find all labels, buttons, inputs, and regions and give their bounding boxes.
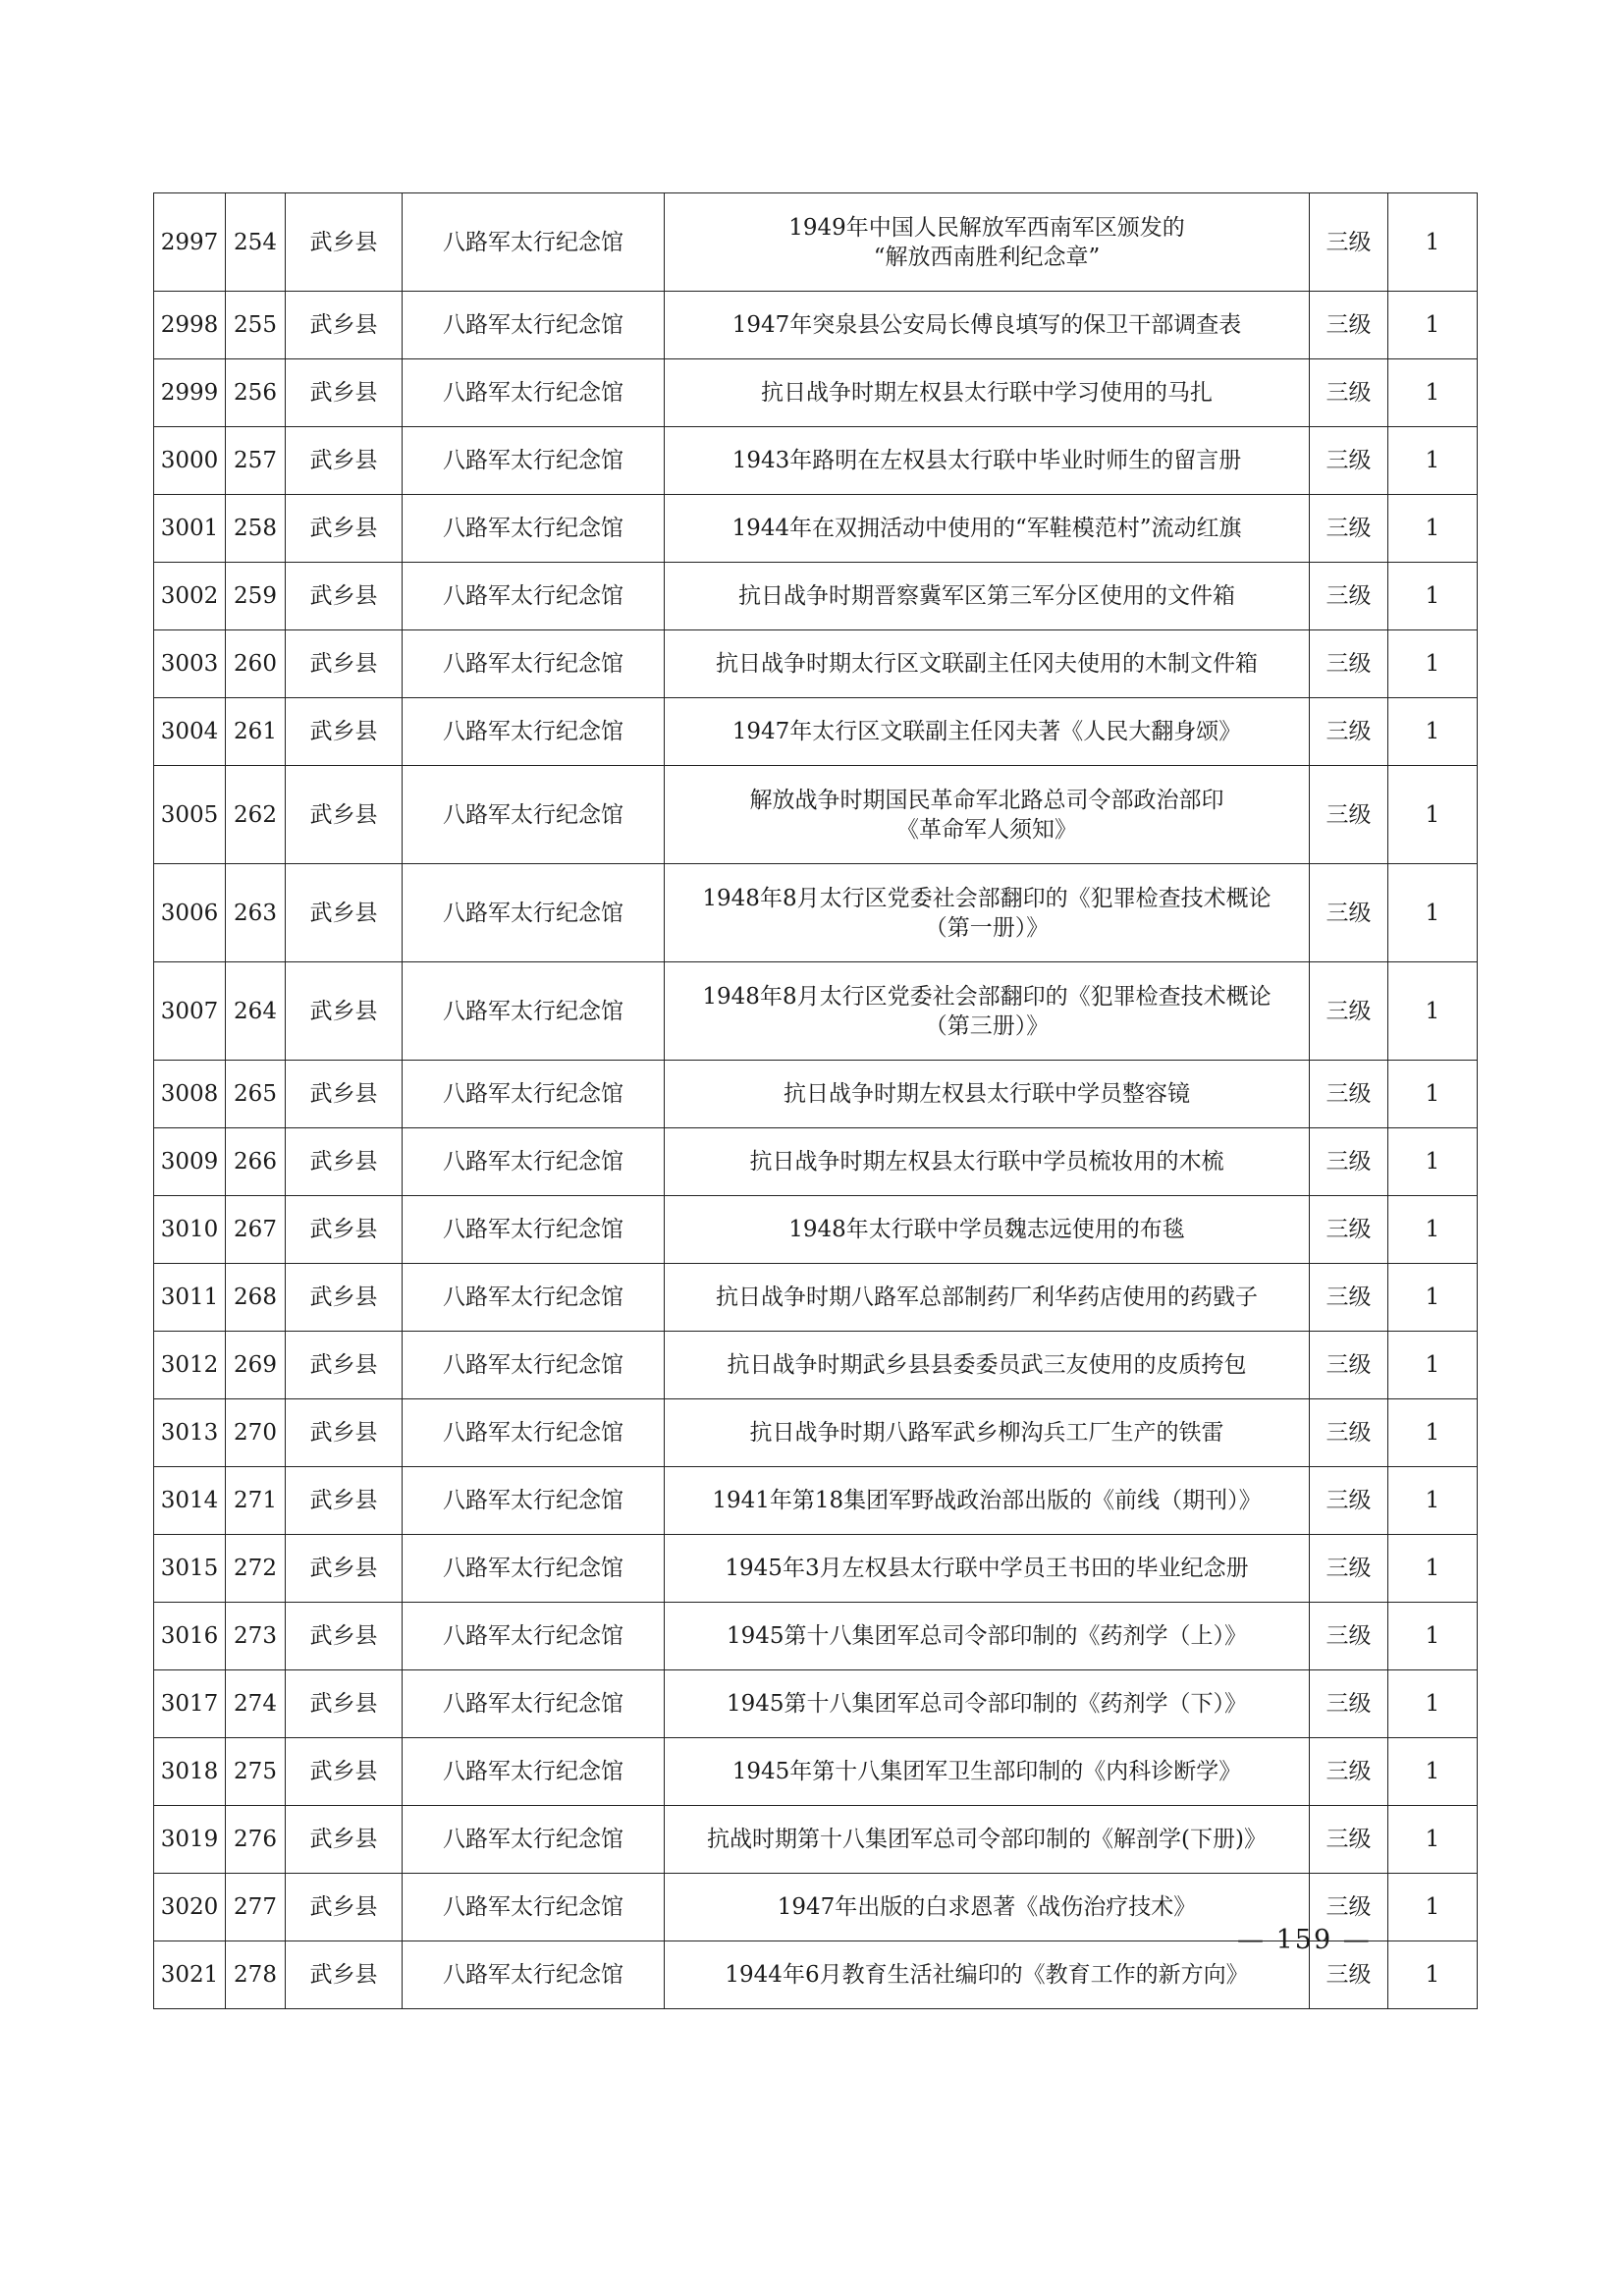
quantity-cell: 1: [1388, 495, 1478, 563]
quantity-cell: 1: [1388, 630, 1478, 698]
grade-cell: 三级: [1310, 1128, 1388, 1196]
serial-number-cell: 3006: [154, 864, 226, 962]
serial-number-cell: 3015: [154, 1535, 226, 1603]
county-cell: 武乡县: [286, 1941, 403, 2009]
sub-number-cell: 260: [226, 630, 286, 698]
sub-number-cell: 275: [226, 1738, 286, 1806]
sub-number-cell: 266: [226, 1128, 286, 1196]
sub-number-cell: 255: [226, 292, 286, 359]
museum-cell: 八路军太行纪念馆: [403, 1941, 665, 2009]
serial-number-cell: 3017: [154, 1670, 226, 1738]
county-cell: 武乡县: [286, 1128, 403, 1196]
county-cell: 武乡县: [286, 766, 403, 864]
serial-number-cell: 3021: [154, 1941, 226, 2009]
grade-cell: 三级: [1310, 495, 1388, 563]
table-row: [154, 359, 1478, 427]
serial-number-cell: 3020: [154, 1874, 226, 1941]
grade-cell: 三级: [1310, 1806, 1388, 1874]
museum-cell: 八路军太行纪念馆: [403, 630, 665, 698]
county-cell: 武乡县: [286, 1535, 403, 1603]
relic-name-cell: 抗日战争时期八路军总部制药厂利华药店使用的药戥子: [665, 1264, 1310, 1332]
serial-number-cell: 3019: [154, 1806, 226, 1874]
grade-cell: 三级: [1310, 1738, 1388, 1806]
museum-cell: 八路军太行纪念馆: [403, 359, 665, 427]
serial-number-cell: 3016: [154, 1603, 226, 1670]
sub-number-cell: 276: [226, 1806, 286, 1874]
relic-name-cell: 抗日战争时期八路军武乡柳沟兵工厂生产的铁雷: [665, 1399, 1310, 1467]
serial-number-cell: 3007: [154, 962, 226, 1061]
county-cell: 武乡县: [286, 1738, 403, 1806]
serial-number-cell: 3008: [154, 1061, 226, 1128]
grade-cell: 三级: [1310, 766, 1388, 864]
sub-number-cell: 271: [226, 1467, 286, 1535]
sub-number-cell: 268: [226, 1264, 286, 1332]
relic-name-cell: 1947年出版的白求恩著《战伤治疗技术》: [665, 1874, 1310, 1941]
table-row: [154, 864, 1478, 962]
relic-name-cell: 1948年8月太行区党委社会部翻印的《犯罪检查技术概论 （第一册）》: [665, 864, 1310, 962]
relic-name-cell: 抗日战争时期太行区文联副主任冈夫使用的木制文件箱: [665, 630, 1310, 698]
grade-cell: 三级: [1310, 1399, 1388, 1467]
county-cell: 武乡县: [286, 1670, 403, 1738]
serial-number-cell: 2998: [154, 292, 226, 359]
relic-name-cell: 抗战时期第十八集团军总司令部印制的《解剖学(下册)》: [665, 1806, 1310, 1874]
relic-name-cell: 1947年突泉县公安局长傅良填写的保卫干部调查表: [665, 292, 1310, 359]
table-row: [154, 630, 1478, 698]
page-number: — 159 —: [1237, 1925, 1372, 1955]
quantity-cell: 1: [1388, 359, 1478, 427]
museum-cell: 八路军太行纪念馆: [403, 1128, 665, 1196]
sub-number-cell: 258: [226, 495, 286, 563]
table-row: [154, 495, 1478, 563]
museum-cell: 八路军太行纪念馆: [403, 563, 665, 630]
sub-number-cell: 259: [226, 563, 286, 630]
county-cell: 武乡县: [286, 1264, 403, 1332]
quantity-cell: 1: [1388, 1332, 1478, 1399]
serial-number-cell: 3005: [154, 766, 226, 864]
sub-number-cell: 254: [226, 193, 286, 292]
county-cell: 武乡县: [286, 630, 403, 698]
sub-number-cell: 270: [226, 1399, 286, 1467]
museum-cell: 八路军太行纪念馆: [403, 1399, 665, 1467]
grade-cell: 三级: [1310, 1061, 1388, 1128]
table-row: [154, 1603, 1478, 1670]
table-row: [154, 766, 1478, 864]
relic-name-cell: 解放战争时期国民革命军北路总司令部政治部印 《革命军人须知》: [665, 766, 1310, 864]
county-cell: 武乡县: [286, 1061, 403, 1128]
museum-cell: 八路军太行纪念馆: [403, 495, 665, 563]
serial-number-cell: 2997: [154, 193, 226, 292]
serial-number-cell: 3014: [154, 1467, 226, 1535]
sub-number-cell: 274: [226, 1670, 286, 1738]
quantity-cell: 1: [1388, 1061, 1478, 1128]
serial-number-cell: 3009: [154, 1128, 226, 1196]
quantity-cell: 1: [1388, 1399, 1478, 1467]
sub-number-cell: 273: [226, 1603, 286, 1670]
sub-number-cell: 265: [226, 1061, 286, 1128]
relic-name-cell: 1943年路明在左权县太行联中毕业时师生的留言册: [665, 427, 1310, 495]
quantity-cell: 1: [1388, 698, 1478, 766]
sub-number-cell: 261: [226, 698, 286, 766]
quantity-cell: 1: [1388, 193, 1478, 292]
relics-table: [153, 192, 1478, 2009]
quantity-cell: 1: [1388, 427, 1478, 495]
table-row: [154, 292, 1478, 359]
table-row: [154, 1670, 1478, 1738]
grade-cell: 三级: [1310, 427, 1388, 495]
serial-number-cell: 3002: [154, 563, 226, 630]
table-row: [154, 427, 1478, 495]
relic-name-cell: 抗日战争时期武乡县县委委员武三友使用的皮质挎包: [665, 1332, 1310, 1399]
serial-number-cell: 3011: [154, 1264, 226, 1332]
grade-cell: 三级: [1310, 1535, 1388, 1603]
grade-cell: 三级: [1310, 193, 1388, 292]
sub-number-cell: 262: [226, 766, 286, 864]
table-row: [154, 1467, 1478, 1535]
relic-name-cell: 1948年太行联中学员魏志远使用的布毯: [665, 1196, 1310, 1264]
museum-cell: 八路军太行纪念馆: [403, 1806, 665, 1874]
serial-number-cell: 3000: [154, 427, 226, 495]
table-row: [154, 1061, 1478, 1128]
sub-number-cell: 257: [226, 427, 286, 495]
quantity-cell: 1: [1388, 1670, 1478, 1738]
table-row: [154, 563, 1478, 630]
grade-cell: 三级: [1310, 698, 1388, 766]
serial-number-cell: 3018: [154, 1738, 226, 1806]
museum-cell: 八路军太行纪念馆: [403, 1332, 665, 1399]
table-row: [154, 1332, 1478, 1399]
table-row: [154, 1535, 1478, 1603]
grade-cell: 三级: [1310, 1941, 1388, 2009]
quantity-cell: 1: [1388, 1264, 1478, 1332]
grade-cell: 三级: [1310, 1670, 1388, 1738]
museum-cell: 八路军太行纪念馆: [403, 1535, 665, 1603]
quantity-cell: 1: [1388, 1467, 1478, 1535]
relics-table-body: [154, 193, 1478, 2009]
county-cell: 武乡县: [286, 359, 403, 427]
grade-cell: 三级: [1310, 1332, 1388, 1399]
museum-cell: 八路军太行纪念馆: [403, 1061, 665, 1128]
sub-number-cell: 264: [226, 962, 286, 1061]
sub-number-cell: 272: [226, 1535, 286, 1603]
serial-number-cell: 3010: [154, 1196, 226, 1264]
museum-cell: 八路军太行纪念馆: [403, 864, 665, 962]
museum-cell: 八路军太行纪念馆: [403, 193, 665, 292]
table-row: [154, 1196, 1478, 1264]
relic-name-cell: 抗日战争时期左权县太行联中学习使用的马扎: [665, 359, 1310, 427]
grade-cell: 三级: [1310, 1196, 1388, 1264]
county-cell: 武乡县: [286, 193, 403, 292]
serial-number-cell: 3003: [154, 630, 226, 698]
quantity-cell: 1: [1388, 563, 1478, 630]
relic-name-cell: 1945第十八集团军总司令部印制的《药剂学（下）》: [665, 1670, 1310, 1738]
museum-cell: 八路军太行纪念馆: [403, 1603, 665, 1670]
county-cell: 武乡县: [286, 864, 403, 962]
quantity-cell: 1: [1388, 292, 1478, 359]
quantity-cell: 1: [1388, 766, 1478, 864]
grade-cell: 三级: [1310, 1603, 1388, 1670]
relic-name-cell: 1944年6月教育生活社编印的《教育工作的新方向》: [665, 1941, 1310, 2009]
county-cell: 武乡县: [286, 698, 403, 766]
county-cell: 武乡县: [286, 1806, 403, 1874]
museum-cell: 八路军太行纪念馆: [403, 766, 665, 864]
table-row: [154, 1264, 1478, 1332]
county-cell: 武乡县: [286, 1399, 403, 1467]
relic-name-cell: 1941年第18集团军野战政治部出版的《前线（期刊）》: [665, 1467, 1310, 1535]
relic-name-cell: 1948年8月太行区党委社会部翻印的《犯罪检查技术概论 （第三册）》: [665, 962, 1310, 1061]
quantity-cell: 1: [1388, 962, 1478, 1061]
sub-number-cell: 269: [226, 1332, 286, 1399]
museum-cell: 八路军太行纪念馆: [403, 1670, 665, 1738]
county-cell: 武乡县: [286, 1332, 403, 1399]
grade-cell: 三级: [1310, 962, 1388, 1061]
relic-name-cell: 抗日战争时期左权县太行联中学员整容镜: [665, 1061, 1310, 1128]
table-row: [154, 1806, 1478, 1874]
serial-number-cell: 2999: [154, 359, 226, 427]
quantity-cell: 1: [1388, 1738, 1478, 1806]
museum-cell: 八路军太行纪念馆: [403, 1874, 665, 1941]
sub-number-cell: 263: [226, 864, 286, 962]
museum-cell: 八路军太行纪念馆: [403, 1264, 665, 1332]
county-cell: 武乡县: [286, 495, 403, 563]
county-cell: 武乡县: [286, 1196, 403, 1264]
grade-cell: 三级: [1310, 630, 1388, 698]
county-cell: 武乡县: [286, 1874, 403, 1941]
grade-cell: 三级: [1310, 1264, 1388, 1332]
table-row: [154, 1399, 1478, 1467]
quantity-cell: 1: [1388, 1535, 1478, 1603]
county-cell: 武乡县: [286, 962, 403, 1061]
relic-name-cell: 1944年在双拥活动中使用的“军鞋模范村”流动红旗: [665, 495, 1310, 563]
museum-cell: 八路军太行纪念馆: [403, 1467, 665, 1535]
sub-number-cell: 278: [226, 1941, 286, 2009]
quantity-cell: 1: [1388, 1941, 1478, 2009]
relic-name-cell: 1945第十八集团军总司令部印制的《药剂学（上）》: [665, 1603, 1310, 1670]
table-row: [154, 1738, 1478, 1806]
serial-number-cell: 3001: [154, 495, 226, 563]
county-cell: 武乡县: [286, 1603, 403, 1670]
relic-name-cell: 1945年3月左权县太行联中学员王书田的毕业纪念册: [665, 1535, 1310, 1603]
quantity-cell: 1: [1388, 1603, 1478, 1670]
quantity-cell: 1: [1388, 864, 1478, 962]
grade-cell: 三级: [1310, 1874, 1388, 1941]
table-row: [154, 962, 1478, 1061]
grade-cell: 三级: [1310, 292, 1388, 359]
table-row: [154, 1128, 1478, 1196]
museum-cell: 八路军太行纪念馆: [403, 698, 665, 766]
museum-cell: 八路军太行纪念馆: [403, 427, 665, 495]
serial-number-cell: 3012: [154, 1332, 226, 1399]
relic-name-cell: 1947年太行区文联副主任冈夫著《人民大翻身颂》: [665, 698, 1310, 766]
relic-name-cell: 1945年第十八集团军卫生部印制的《内科诊断学》: [665, 1738, 1310, 1806]
quantity-cell: 1: [1388, 1874, 1478, 1941]
museum-cell: 八路军太行纪念馆: [403, 1738, 665, 1806]
grade-cell: 三级: [1310, 864, 1388, 962]
grade-cell: 三级: [1310, 1467, 1388, 1535]
county-cell: 武乡县: [286, 292, 403, 359]
county-cell: 武乡县: [286, 1467, 403, 1535]
relic-name-cell: 1949年中国人民解放军西南军区颁发的 “解放西南胜利纪念章”: [665, 193, 1310, 292]
county-cell: 武乡县: [286, 427, 403, 495]
sub-number-cell: 277: [226, 1874, 286, 1941]
quantity-cell: 1: [1388, 1128, 1478, 1196]
sub-number-cell: 267: [226, 1196, 286, 1264]
museum-cell: 八路军太行纪念馆: [403, 962, 665, 1061]
quantity-cell: 1: [1388, 1196, 1478, 1264]
county-cell: 武乡县: [286, 563, 403, 630]
serial-number-cell: 3013: [154, 1399, 226, 1467]
quantity-cell: 1: [1388, 1806, 1478, 1874]
serial-number-cell: 3004: [154, 698, 226, 766]
relic-name-cell: 抗日战争时期晋察冀军区第三军分区使用的文件箱: [665, 563, 1310, 630]
table-row: [154, 698, 1478, 766]
museum-cell: 八路军太行纪念馆: [403, 1196, 665, 1264]
table-row: [154, 193, 1478, 292]
relic-name-cell: 抗日战争时期左权县太行联中学员梳妆用的木梳: [665, 1128, 1310, 1196]
museum-cell: 八路军太行纪念馆: [403, 292, 665, 359]
grade-cell: 三级: [1310, 563, 1388, 630]
sub-number-cell: 256: [226, 359, 286, 427]
grade-cell: 三级: [1310, 359, 1388, 427]
